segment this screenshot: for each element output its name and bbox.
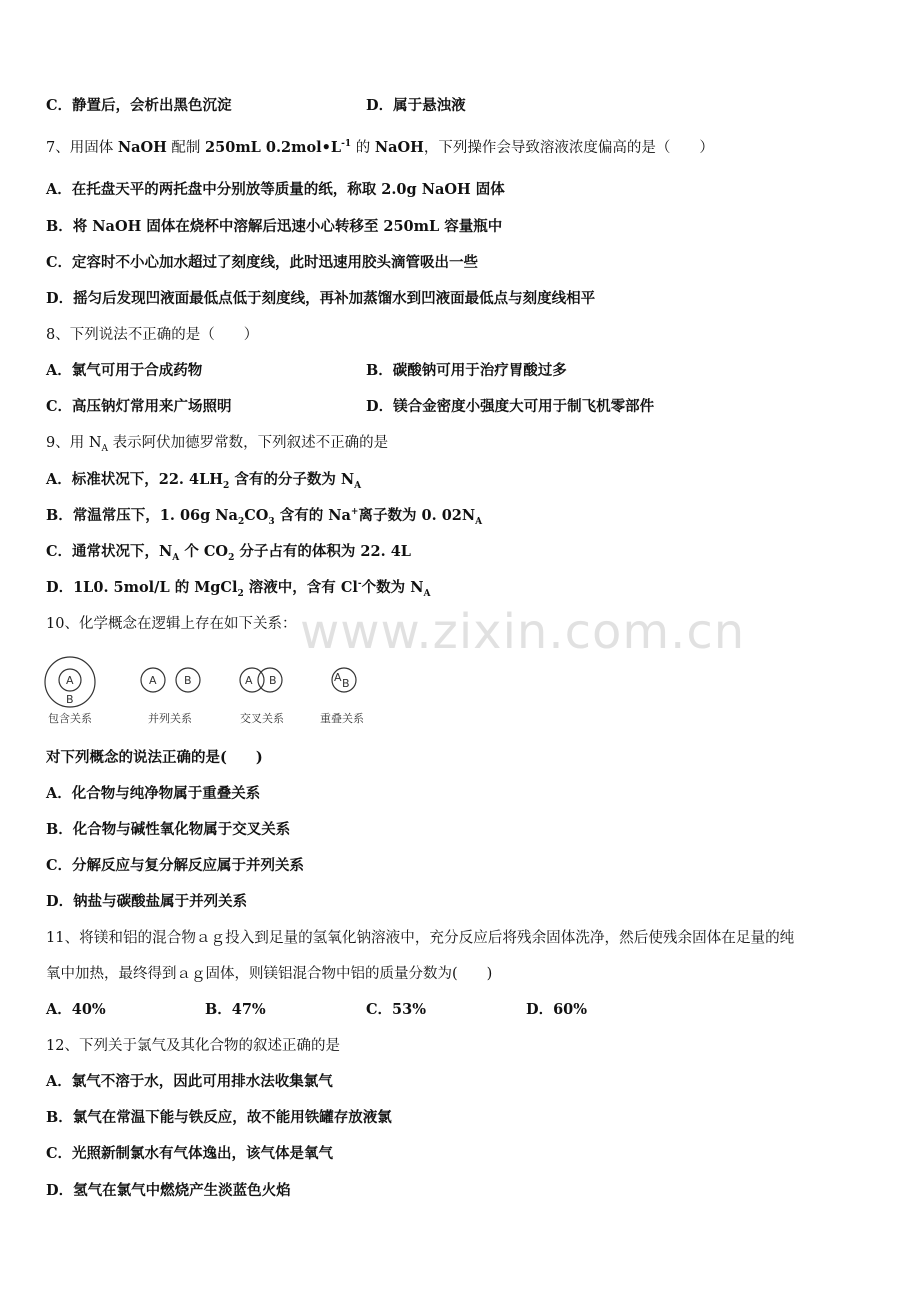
q8-option-a: A．氯气可用于合成药物	[46, 362, 203, 379]
q9-option-c: C．通常状况下，$N_A$ 个 $CO_2$ 分子占有的体积为 22. 4L	[46, 543, 411, 563]
q11-stem-line2: 氧中加热，最终得到ａｇ固体，则镁铝混合物中铝的质量分数为( )	[46, 966, 493, 982]
q7-option-d: D．摇匀后发现凹液面最低点低于刻度线，再补加蒸馏水到凹液面最低点与刻度线相平	[46, 290, 596, 307]
q10-stem: 10、化学概念在逻辑上存在如下关系：	[46, 616, 297, 632]
q8-option-c: C．高压钠灯常用来广场照明	[46, 398, 232, 415]
intersection-diagram	[240, 668, 284, 725]
q10-prompt: 对下列概念的说法正确的是( )	[46, 749, 263, 766]
overlap-diagram	[320, 668, 364, 725]
q8-stem: 8、下列说法不正确的是（ ）	[46, 327, 259, 343]
overlap-letter-b: B	[342, 677, 350, 690]
parallel-diagram	[141, 668, 200, 725]
parallel-label: 并列关系	[148, 712, 192, 725]
q10-option-a: A．化合物与纯净物属于重叠关系	[46, 785, 261, 802]
q6-option-c: C．静置后，会析出黑色沉淀	[46, 97, 232, 114]
q11-option-b: B．47%	[205, 1001, 266, 1018]
concept-relation-diagram	[40, 652, 380, 732]
q9-stem: 9、用 $N_A$ 表示阿伏加德罗常数，下列叙述不正确的是	[46, 435, 389, 454]
inclusion-letter-b: B	[66, 693, 74, 706]
q10-option-b: B．化合物与碱性氧化物属于交叉关系	[46, 821, 291, 838]
q10-option-c: C．分解反应与复分解反应属于并列关系	[46, 857, 305, 874]
q11-option-c: C．53%	[366, 1001, 426, 1018]
intersection-label: 交叉关系	[240, 712, 284, 725]
q8-option-b: B．碳酸钠可用于治疗胃酸过多	[366, 362, 567, 379]
inclusion-letter-a: A	[66, 674, 74, 687]
q11-option-d: D．60%	[526, 1001, 588, 1018]
q12-option-a: A．氯气不溶于水，因此可用排水法收集氯气	[46, 1073, 333, 1090]
q7-option-c: C．定容时不小心加水超过了刻度线，此时迅速用胶头滴管吸出一些	[46, 254, 479, 271]
q7-option-b: B．将 NaOH 固体在烧杯中溶解后迅速小心转移至 250mL 容量瓶中	[46, 218, 503, 235]
intersection-letter-a: A	[245, 674, 253, 687]
inclusion-label: 包含关系	[48, 712, 92, 725]
inclusion-diagram	[45, 657, 95, 725]
q7-option-a: A．在托盘天平的两托盘中分别放等质量的纸，称取 2.0g NaOH 固体	[46, 181, 505, 198]
q7-stem: 7、用固体 NaOH 配制 250mL $0.2mol•L^{-1}$ 的 NaOH，下列操作会导致溶液浓度偏高的是（ ）	[46, 139, 714, 156]
q9-option-d: D．1L0. 5mol/L 的 MgCl$_2$ 溶液中，含有 Cl-个数为 $N_A$	[46, 579, 431, 599]
q6-option-d: D．属于悬浊液	[366, 97, 466, 114]
intersection-letter-b: B	[269, 674, 277, 687]
parallel-letter-a: A	[149, 674, 157, 687]
parallel-letter-b: B	[184, 674, 192, 687]
q12-option-b: B．氯气在常温下能与铁反应，故不能用铁罐存放液氯	[46, 1109, 392, 1126]
overlap-letter-a: A	[334, 671, 342, 684]
overlap-label: 重叠关系	[320, 712, 364, 725]
q10-option-d: D．钠盐与碳酸盐属于并列关系	[46, 893, 248, 910]
q9-option-a: A．标准状况下，22. $4LH_2$ 含有的分子数为 $N_A$	[46, 471, 362, 491]
q11-stem-line1: 11、将镁和铝的混合物ａｇ投入到足量的氢氧化钠溶液中，充分反应后将残余固体洗净，然后使残余固体在足量的纯	[46, 929, 795, 946]
q8-option-d: D．镁合金密度小强度大可用于制飞机零部件	[366, 398, 655, 415]
q11-option-a: A．40%	[46, 1001, 106, 1018]
q9-option-b: B．常温常压下，1. 06g $Na_2CO_3$ 含有的 Na+离子数为 0. $02N_A$	[46, 507, 483, 527]
watermark-text: www.zixin.com.cn	[300, 604, 746, 660]
q12-option-c: C．光照新制氯水有气体逸出，该气体是氧气	[46, 1145, 334, 1162]
q12-option-d: D．氢气在氯气中燃烧产生淡蓝色火焰	[46, 1182, 291, 1199]
q12-stem: 12、下列关于氯气及其化合物的叙述正确的是	[46, 1038, 340, 1054]
